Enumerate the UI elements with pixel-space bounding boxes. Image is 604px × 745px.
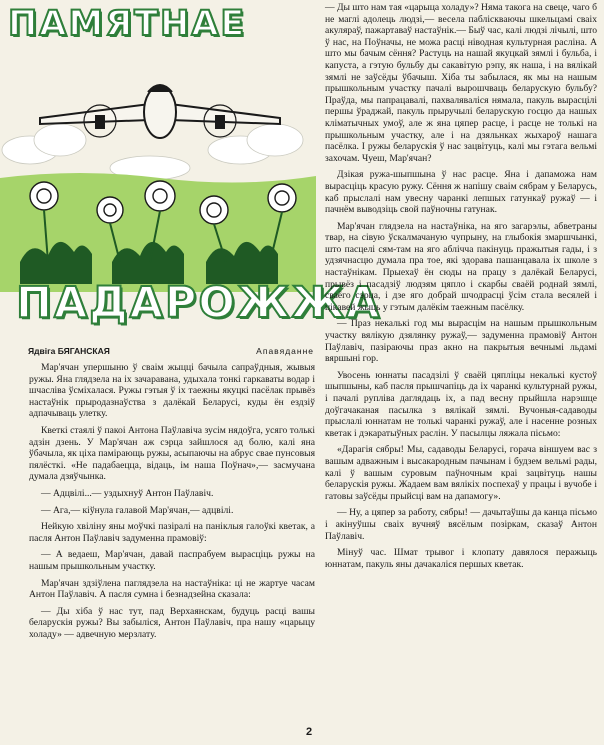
paragraph: Мар'ячан здзіўлена паглядзела на настаўніка: ці не жартуе часам Антон Паўлавіч. А пасля сумна і безнадзейна сказала: [29,577,315,601]
paragraph: «Дарагія сябры! Мы, садаводы Беларусі, горача віншуем вас з вашым адважным і высакародным пачынам і будзем вельмі рады, калі ў вашым суровым паўночным краі зацвітуць нашы беларускія ружы. Жадаем вам вялікіх поспехаў у працы і вучобе і гатовы заўсёды прыйсці вам на дапамогу». [325,444,597,502]
genre-label: Апавяданне [256,346,314,356]
page-number: 2 [306,726,313,738]
paragraph: Мар'ячан упершыню ў сваім жыцці бачыла сапраўдныя, жывыя ружы. Яна глядзела на іх зачараванa, удыхала тонкі гаркаваты водар і шчасліва ўсміхалася. Ружы гэтыя ў іх таежны якуцкі пасёлак прывёз настаўнік прыродазнаўства з далёкай Беларусі, куды ён ездзіў адпачываць улетку. [29,362,315,420]
paragraph: Кветкі стаялі ў пакоі Антона Паўлавіча зусім нядоўга, усяго толькі адзін дзень. У Мар'ячан аж сэрца зайшлося ад болю, калі яна ўбачыла, як ціха памірающь ружы, асыпаючы на абрус свае пунсовыя пялёсткі. «Не падабаецца, відаць, ім наша Поўнач»,— засмучана думала дзяўчынка. [29,424,315,483]
paragraph: — Ага,— кіўнула галавой Мар'ячан,— адцвілі. [41,504,234,516]
paragraph: — Адцвілі...— уздыхнуў Антон Паўлавіч. [41,487,214,499]
paragraph: — Праз некалькі год мы вырасцім на нашым прышкольным участку вялікую дзялянку ружаў,— задуменна прамовіў Антон Паўлавіч, пазіраючы праз акно на пакрытыя вечнымі льдамі вяршыні гор. [325,318,597,365]
paragraph: Мінуў час. Шмат трывог і клопату давялося перажыць юннатам, пакуль яны дачакаліся першых кветак. [325,547,597,570]
title-line-2: ПАДАРОЖЖА [16,278,382,328]
right-column [325,2,597,575]
paragraph: Мар'ячан глядзела на настаўніка, на яго загарэлы, абветраны твар, на сівую ўскалмачаную чупрыну, на глыбокія змаршчынкі, што пасцелі сям-там на яго аблічча пакінуць пражытыя гады, і з удзячнасцю думала пра тое, які здорава пашанцавала іх школе з настаўнікам. Прыехаў ён сюды на працу з далёкай Беларусі, прывёз і пасадзіў людзям цяпло і скарбы сваёй роднай зямлі, сваёго сэрца, і дзе яго добрай шчодрасці ўсім стала весялей і цікавей жыць у гэтым далёкім таежным пасёлку. [325,220,597,313]
paragraph: — Ну, а цяпер за работу, сябры! — дачытаўшы да канца пісьмо і акінуўшы сваіх вучняў вясёлым позіркам, сказаў Антон Паўлавіч. [325,507,597,542]
left-column [29,362,315,645]
paragraph: — Ды хіба ў нас тут, пад Верхаянскам, будуць расці вашы беларускія ружы? Вы забыліся, Антон Паўлавіч, пра нашу «царыцу холаду» — адвечную мерзлату. [29,605,315,640]
paragraph: Дзікая ружа-шыпшына ў нас расце. Яна і дапаможа нам вырасціць красую ружу. Сёння ж напішу сваім сябрам у Беларусь, каб прыслалі нам увесну чаранкі лепшых гатункаў ружаў — і пачнём выводзіць свой паўночны гатунак. [325,169,597,216]
paragraph: — А ведаеш, Мар'ячан, давай паспрабуем вырасціць ружы на нашым прышкольным участку. [29,549,315,572]
paragraph: — Ды што нам тая «царыца холаду»? Няма такога на свеце, чаго б не маглі адолець людзі,— весела паблiскваючы шкельцамі сваіх акуляраў, пажартаваў настаўнік.— Быў час, калі людзі лічылі, што ў нас, на Поўначы, не можа расці ніводная культурная расліна. А што мы бачым сёння? Растуць на нашай якуцкай зямлі і бульба, і капуста, а гэтую бульбу ды сакавітую рэпу, як наша, і на вялікай зямлі не заўсёды ўбачыш. Хіба ты забылася, як мы на нашым прышкольным участку пачалі вырошчваць беларускую бульбу? Праўда, мы папрацавалі, пахвалявaліся нямала, пакуль вырасцілі першы ўраджай, пакуль прыручылі беларускую госцю да нашых кліматычных умоў, але ж яна цяпер расце, і расце не толькі на прышкольным участку, але і на дзяльнках жыхароў нашага пасёлка. І ружы беларускія ў нас зацвітуць, калі мы гэтага вельмі захочам. Чуеш, Мар'ячан? [325,2,597,164]
paragraph: Увосень юннаты пасадзілі ў сваёй цяпліцы некалькі кустоў шыпшыны, каб пасля прышчапіць да іх чаранкі культурнай ружы, і пачалі руплiва даглядаць іх, а пад весну прыйшла нарэшце доўгачаканая пасылка з вялікай зямлі. Вучоныя-садаводы прыслалі юннатам не толькі чаранкі ружаў, але і насенне розных кветак і дэкаратыўных раслін. У пасылцы ляжала пісьмо: [325,369,597,439]
author-name: Ядвіга БЯГАНСКАЯ [28,346,110,356]
paragraph: Нейкую хвіліну яны моўчкі пазіралі на паніклыя галоўкі кветак, а пасля Антон Паўлавіч задуменна прамовіў: [29,521,315,544]
title-line-1: ПАМЯТНАЕ [8,4,247,44]
byline [28,346,314,356]
